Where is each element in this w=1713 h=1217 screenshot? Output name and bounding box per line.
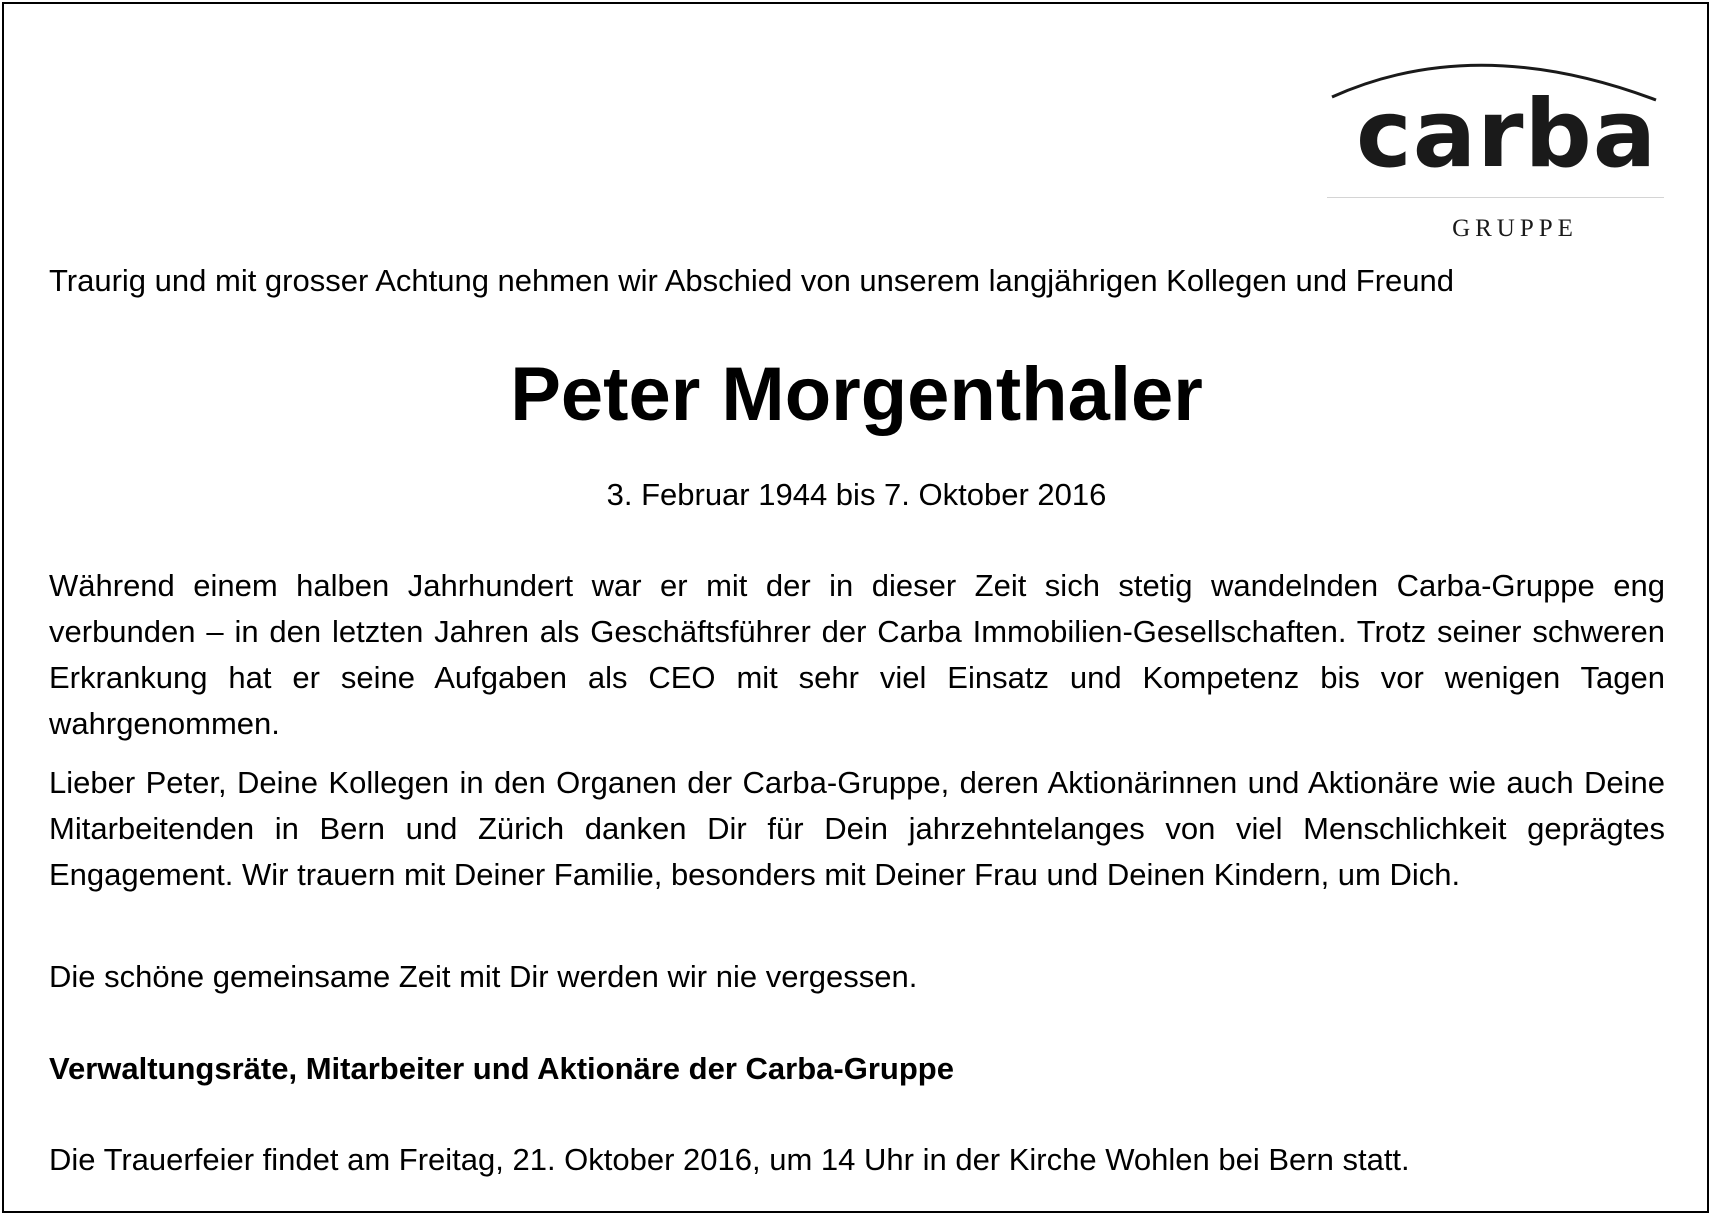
logo-wordmark: carba	[1356, 80, 1658, 189]
logo-divider	[1327, 197, 1664, 198]
deceased-name: Peter Morgenthaler	[510, 352, 1203, 437]
carba-logo	[1326, 42, 1666, 242]
farewell-paragraph: Lieber Peter, Deine Kollegen in den Organen der Carba-Gruppe, deren Aktionärinnen und Aktionäre wie auch Deine Mitarbeitenden in Bern und Zürich danken Dir für Dein jahrzehntelanges von viel Menschlichkeit geprägtes Engagement. Wir trauern mit Deiner Familie, besonders mit Deiner Frau und Deinen Kindern, um Dich.	[49, 765, 1665, 892]
tribute-paragraph: Während einem halben Jahrhundert war er mit der in dieser Zeit sich stetig wandelnden Carba-Gruppe eng verbunden – in den letzten Jahren als Geschäftsführer der Carba Immobilien-Gesellschaften. Trotz seiner schweren Erkrankung hat er seine Aufgaben als CEO mit sehr viel Einsatz und Kompetenz bis vor wenigen Tagen wahrgenommen.	[49, 568, 1665, 741]
funeral-service-info: Die Trauerfeier findet am Freitag, 21. Oktober 2016, um 14 Uhr in der Kirche Wohlen bei Bern statt.	[49, 1142, 1410, 1177]
intro-line: Traurig und mit grosser Achtung nehmen wir Abschied von unserem langjährigen Kollegen und Freund	[49, 263, 1455, 298]
signature-line: Verwaltungsräte, Mitarbeiter und Aktionäre der Carba-Gruppe	[49, 1051, 954, 1086]
closing-line: Die schöne gemeinsame Zeit mit Dir werden wir nie vergessen.	[49, 959, 918, 994]
logo-subline: GRUPPE	[1452, 215, 1578, 242]
life-dates: 3. Februar 1944 bis 7. Oktober 2016	[606, 477, 1107, 512]
